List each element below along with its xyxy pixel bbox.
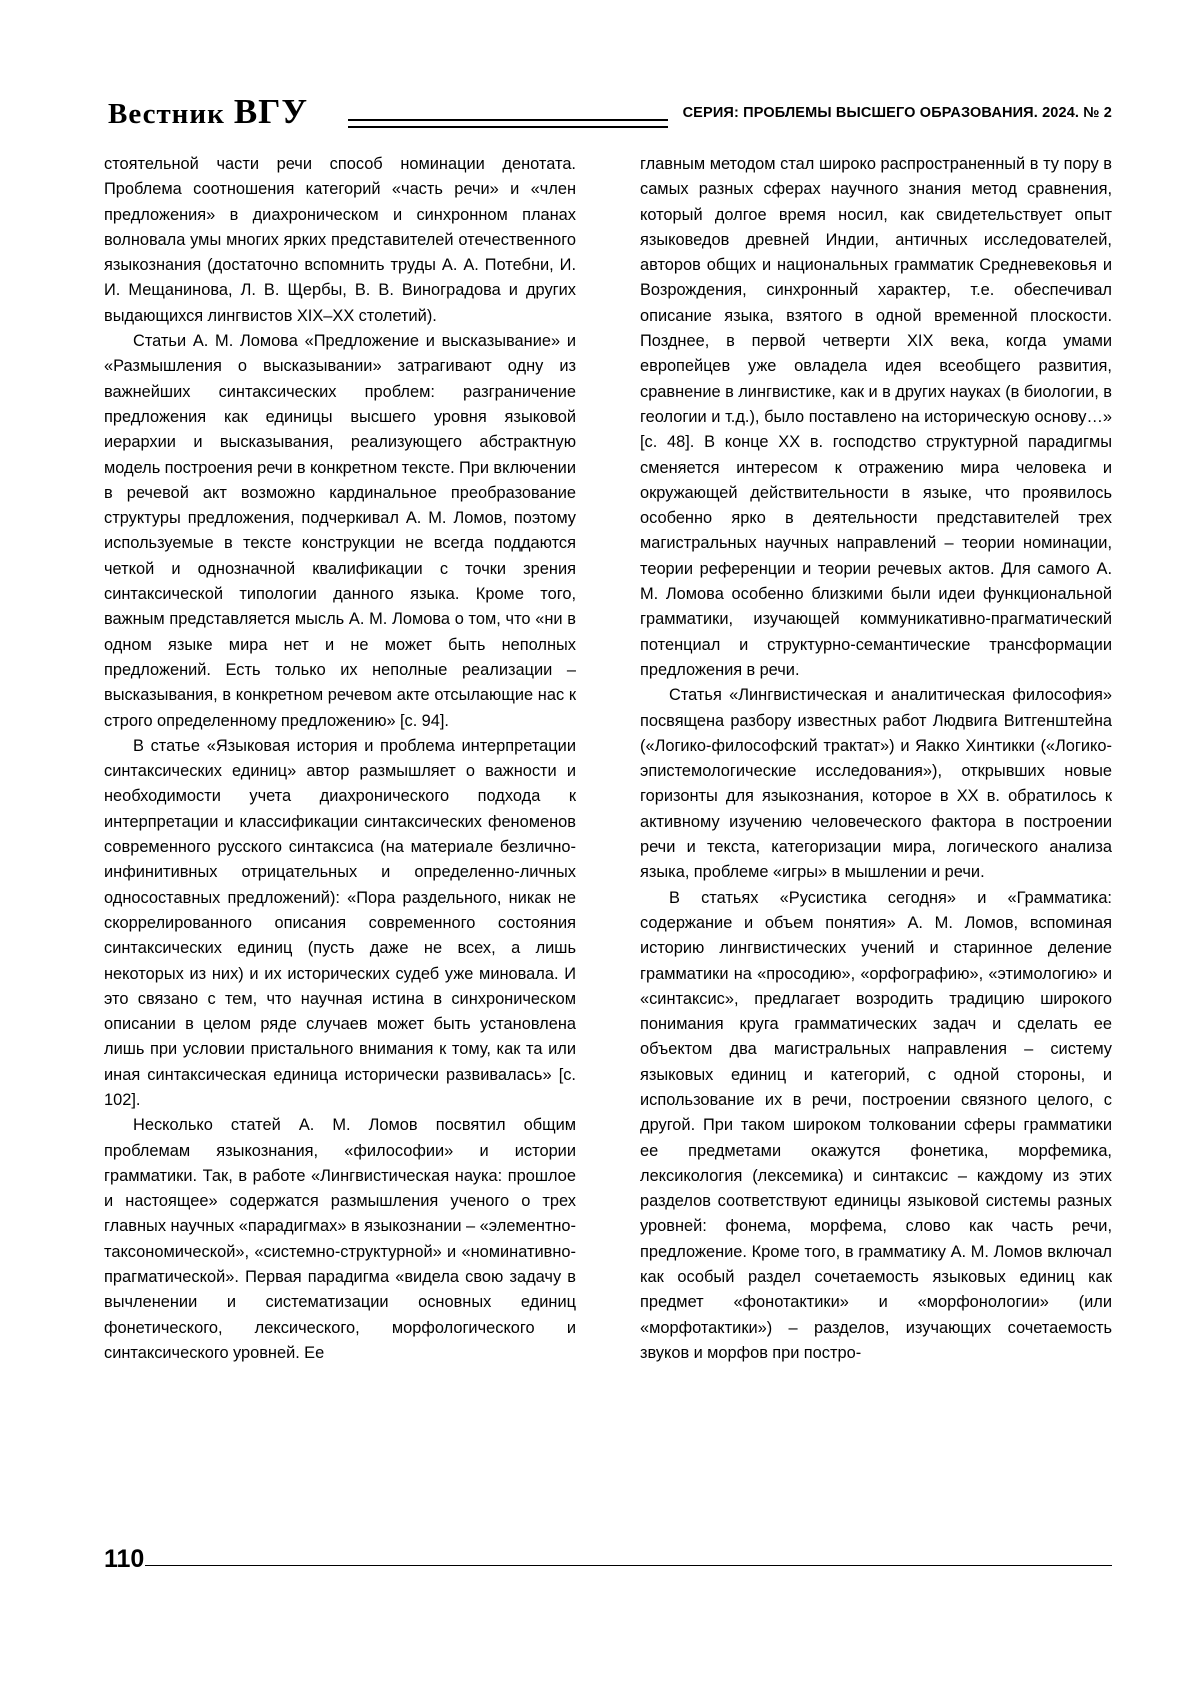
paragraph: В статье «Языковая история и проблема интерпретации синтаксических единиц» автор размышляет о важности и необходимости учета диахронического подхода к интерпретации и классификации синтаксических феноменов современного русского синтаксиса (на материале безлично-инфинитивных отрицательных и определенно-личных односоставных предложений): «Пора раздельного, никак не скоррелированного описания современного состояния синтаксических единиц (пусть даже не всех, а лишь некоторых из них) и их исторических судеб уже миновала. И это связано с тем, что научная истина в синхроническом описании в целом ряде случаев может быть установлена лишь при условии пристального внимания к тому, как та или иная синтаксическая единица исторически развивалась» [с. 102]. [104, 736, 576, 1109]
right-column [640, 152, 1112, 1366]
paragraph: В статьях «Русистика сегодня» и «Грамматика: содержание и объем понятия» А. М. Ломов, вспоминая историю лингвистических учений и старинное деление грамматики на «просодию», «орфографию», «этимологию» и «синтаксис», предлагает возродить традицию широкого понимания круга грамматических задач и сделать ее объектом два магистральных направления – систему языковых единиц и категорий, с одной стороны, и использование их в речи, построении связного целого, с другой. При таком широком толковании сферы грамматики ее предметами окажутся фонетика, морфемика, лексикология (лексемика) и синтаксис – каждому из этих разделов соответствуют единицы языковой системы разных уровней: фонема, морфема, слово как часть речи, предложение. Кроме того, в грамматику А. М. Ломов включал как особый раздел сочетаемость языковых единиц как предмет «фонотактики» и «морфонологии» (или «морфотактики») – разделов, изучающих сочетаемость звуков и морфов при постро- [640, 888, 1112, 1362]
journal-masthead [108, 92, 308, 132]
page-number: 110 [104, 1545, 145, 1573]
left-column [104, 152, 576, 1366]
header-divider-rule [348, 119, 668, 128]
paragraph: Несколько статей А. М. Ломов посвятил общим проблемам языкознания, «философии» и истории грамматики. Так, в работе «Лингвистическая наука: прошлое и настоящее» содержатся размышления ученого о трех главных научных «парадигмах» в языкознании – «элементно-таксономической», «системно-структурной» и «номинативно-прагматической». Первая парадигма «видела свою задачу в вычленении и систематизации основных единиц фонетического, лексического, морфологического и синтаксического уровней. Ее [104, 1116, 576, 1362]
journal-series-line: СЕРИЯ: ПРОБЛЕМЫ ВЫСШЕГО ОБРАЗОВАНИЯ. 2024. № 2 [682, 105, 1112, 121]
paragraph: Статьи А. М. Ломова «Предложение и высказывание» и «Размышления о высказывании» затрагивают одну из важнейших синтаксических проблем: разграничение предложения как единицы высшего уровня языковой иерархии и высказывания, реализующего абстрактную модель построения речи в конкретном тексте. При включении в речевой акт возможно кардинальное преобразование структуры предложения, подчеркивал А. М. Ломов, поэтому используемые в тексте конструкции не всегда поддаются четкой и однозначной квалификации с точки зрения синтаксической типологии данного языка. Кроме того, важным представляется мысль А. М. Ломова о том, что «ни в одном языке мира нет и не может быть неполных предложений. Есть только их неполные реализации – высказывания, в конкретном речевом акте отсылающие нас к строго определенному предложению» [с. 94]. [104, 332, 576, 730]
article-body [104, 152, 1112, 1366]
page-header [108, 92, 1112, 138]
paragraph: стоятельной части речи способ номинации денотата. Проблема соотношения категорий «часть речи» и «член предложения» в диахроническом и синхронном планах волновала умы многих ярких представителей отечественного языкознания (достаточно вспомнить труды А. А. Потебни, И. И. Мещанинова, Л. В. Щербы, В. В. Виноградова и других выдающихся лингвистов XIX–XX столетий). [104, 155, 576, 325]
journal-name-part1: Вестник [108, 98, 225, 130]
page-footer [104, 1545, 1112, 1585]
footer-divider-rule [145, 1565, 1112, 1566]
journal-name-part2: ВГУ [233, 92, 309, 131]
paragraph: Статья «Лингвистическая и аналитическая философия» посвящена разбору известных работ Людвига Витгенштейна («Логико-философский трактат») и Яакко Хинтикки («Логико-эпистемологические исследования»), открывших новые горизонты для языкознания, которое в XX в. обратилось к активному изучению человеческого фактора в построении речи и текста, категоризации мира, логического анализа языка, проблеме «игры» в мышлении и речи. [640, 686, 1112, 882]
paragraph: главным методом стал широко распространенный в ту пору в самых разных сферах научного знания метод сравнения, который долгое время носил, как свидетельствует опыт языковедов древней Индии, античных исследователей, авторов общих и национальных грамматик Средневековья и Возрождения, синхронный характер, т.е. обеспечивал описание языка, взятого в одной временной плоскости. Позднее, в первой четверти XIX века, когда умами европейцев уже овладела идея всеобщего развития, сравнение в лингвистике, как и в других науках (в биологии, в геологии и т.д.), было поставлено на историческую основу…» [с. 48]. В конце XX в. господство структурной парадигмы сменяется интересом к отражению мира человека и окружающей действительности в языке, что проявилось особенно ярко в деятельности представителей трех магистральных научных направлений – теории номинации, теории референции и теории речевых актов. Для самого А. М. Ломова особенно близкими были идеи функциональной грамматики, изучающей коммуникативно-прагматический потенциал и структурно-семантические трансформации предложения в речи. [640, 155, 1112, 679]
